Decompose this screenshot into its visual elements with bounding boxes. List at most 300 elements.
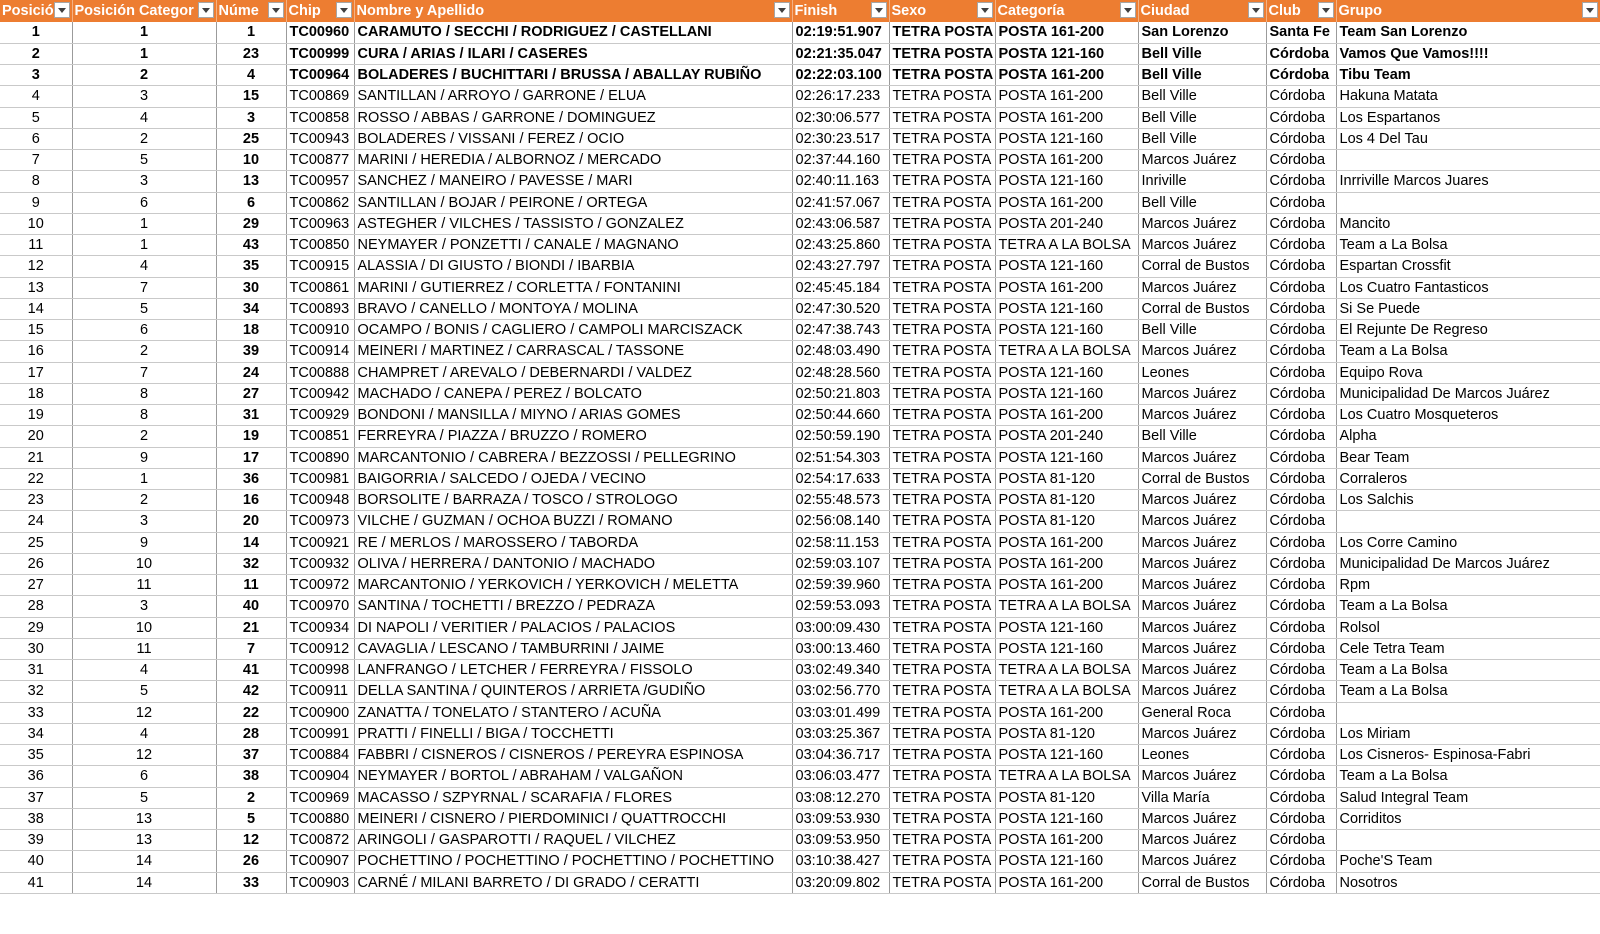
cell-position[interactable]: 14 [0,298,72,319]
cell-group[interactable]: Corriditos [1336,808,1600,829]
table-row[interactable] [0,107,1600,128]
cell-group[interactable]: Inrriville Marcos Juares [1336,171,1600,192]
cell-name[interactable]: DELLA SANTINA / QUINTEROS / ARRIETA /GUDIÑO [354,681,792,702]
cell-number[interactable]: 38 [216,766,286,787]
cell-category[interactable]: POSTA 121-160 [995,638,1138,659]
table-row[interactable] [0,405,1600,426]
cell-category[interactable]: POSTA 201-240 [995,426,1138,447]
table-row[interactable] [0,171,1600,192]
cell-sex[interactable]: TETRA POSTA [889,660,995,681]
cell-position[interactable]: 32 [0,681,72,702]
table-row[interactable] [0,383,1600,404]
cell-category-position[interactable]: 13 [72,830,216,851]
cell-number[interactable]: 16 [216,490,286,511]
cell-city[interactable]: Corral de Bustos [1138,256,1266,277]
cell-chip[interactable]: TC00884 [286,745,354,766]
cell-chip[interactable]: TC00888 [286,362,354,383]
cell-group[interactable]: Los Miriam [1336,723,1600,744]
cell-position[interactable]: 36 [0,766,72,787]
cell-chip[interactable]: TC00973 [286,511,354,532]
cell-name[interactable]: RE / MERLOS / MAROSSERO / TABORDA [354,532,792,553]
cell-club[interactable]: Córdoba [1266,638,1336,659]
cell-position[interactable]: 13 [0,277,72,298]
column-header-name[interactable] [354,0,792,22]
cell-category[interactable]: POSTA 121-160 [995,851,1138,872]
cell-category[interactable]: POSTA 81-120 [995,468,1138,489]
cell-number[interactable]: 40 [216,596,286,617]
cell-chip[interactable]: TC00970 [286,596,354,617]
column-header-finish[interactable] [792,0,889,22]
cell-sex[interactable]: TETRA POSTA [889,490,995,511]
cell-city[interactable]: Marcos Juárez [1138,383,1266,404]
cell-position[interactable]: 37 [0,787,72,808]
cell-name[interactable]: DI NAPOLI / VERITIER / PALACIOS / PALACIOS [354,617,792,638]
cell-category[interactable]: POSTA 121-160 [995,617,1138,638]
cell-city[interactable]: Marcos Juárez [1138,213,1266,234]
cell-number[interactable]: 10 [216,150,286,171]
table-row[interactable] [0,787,1600,808]
cell-number[interactable]: 18 [216,320,286,341]
cell-club[interactable]: Córdoba [1266,277,1336,298]
cell-position[interactable]: 7 [0,150,72,171]
cell-position[interactable]: 33 [0,702,72,723]
cell-city[interactable]: Marcos Juárez [1138,723,1266,744]
filter-dropdown-icon[interactable] [1582,2,1598,18]
cell-city[interactable]: Bell Ville [1138,128,1266,149]
cell-chip[interactable]: TC00890 [286,447,354,468]
table-row[interactable] [0,447,1600,468]
cell-category-position[interactable]: 10 [72,553,216,574]
cell-finish[interactable]: 02:21:35.047 [792,43,889,64]
cell-sex[interactable]: TETRA POSTA [889,235,995,256]
cell-name[interactable]: SANTINA / TOCHETTI / BREZZO / PEDRAZA [354,596,792,617]
cell-group[interactable]: Hakuna Matata [1336,86,1600,107]
cell-number[interactable]: 35 [216,256,286,277]
cell-position[interactable]: 39 [0,830,72,851]
cell-category-position[interactable]: 4 [72,107,216,128]
cell-city[interactable]: Leones [1138,362,1266,383]
cell-category[interactable]: POSTA 121-160 [995,745,1138,766]
cell-finish[interactable]: 02:50:59.190 [792,426,889,447]
cell-category[interactable]: TETRA A LA BOLSA [995,341,1138,362]
cell-category[interactable]: POSTA 121-160 [995,171,1138,192]
cell-group[interactable]: Vamos Que Vamos!!!! [1336,43,1600,64]
cell-finish[interactable]: 03:20:09.802 [792,872,889,893]
cell-chip[interactable]: TC00850 [286,235,354,256]
cell-city[interactable]: Marcos Juárez [1138,681,1266,702]
cell-finish[interactable]: 03:09:53.930 [792,808,889,829]
column-header-chip[interactable] [286,0,354,22]
column-header-number[interactable] [216,0,286,22]
cell-sex[interactable]: TETRA POSTA [889,405,995,426]
cell-finish[interactable]: 02:59:39.960 [792,575,889,596]
cell-name[interactable]: MACASSO / SZPYRNAL / SCARAFIA / FLORES [354,787,792,808]
cell-city[interactable]: Marcos Juárez [1138,490,1266,511]
cell-finish[interactable]: 02:48:03.490 [792,341,889,362]
cell-finish[interactable]: 02:40:11.163 [792,171,889,192]
cell-group[interactable]: Equipo Rova [1336,362,1600,383]
cell-finish[interactable]: 02:41:57.067 [792,192,889,213]
cell-name[interactable]: MEINERI / CISNERO / PIERDOMINICI / QUATTROCCHI [354,808,792,829]
cell-club[interactable]: Córdoba [1266,128,1336,149]
cell-position[interactable]: 26 [0,553,72,574]
filter-dropdown-icon[interactable] [336,2,352,18]
cell-group[interactable]: Los Salchis [1336,490,1600,511]
cell-chip[interactable]: TC00880 [286,808,354,829]
cell-name[interactable]: MARCANTONIO / YERKOVICH / YERKOVICH / MELETTA [354,575,792,596]
cell-category-position[interactable]: 5 [72,150,216,171]
cell-category-position[interactable]: 3 [72,86,216,107]
cell-name[interactable]: MEINERI / MARTINEZ / CARRASCAL / TASSONE [354,341,792,362]
cell-club[interactable]: Córdoba [1266,872,1336,893]
cell-position[interactable]: 22 [0,468,72,489]
cell-club[interactable]: Córdoba [1266,341,1336,362]
cell-finish[interactable]: 03:06:03.477 [792,766,889,787]
cell-club[interactable]: Córdoba [1266,745,1336,766]
cell-city[interactable]: General Roca [1138,702,1266,723]
cell-number[interactable]: 6 [216,192,286,213]
cell-city[interactable]: Marcos Juárez [1138,277,1266,298]
table-row[interactable] [0,660,1600,681]
cell-sex[interactable]: TETRA POSTA [889,596,995,617]
cell-sex[interactable]: TETRA POSTA [889,511,995,532]
table-row[interactable] [0,86,1600,107]
cell-group[interactable] [1336,511,1600,532]
column-header-club[interactable] [1266,0,1336,22]
cell-finish[interactable]: 03:02:56.770 [792,681,889,702]
cell-category-position[interactable]: 1 [72,468,216,489]
cell-group[interactable]: Team a La Bolsa [1336,681,1600,702]
cell-chip[interactable]: TC00960 [286,22,354,43]
cell-finish[interactable]: 02:30:23.517 [792,128,889,149]
cell-chip[interactable]: TC00900 [286,702,354,723]
cell-sex[interactable]: TETRA POSTA [889,851,995,872]
cell-position[interactable]: 35 [0,745,72,766]
table-row[interactable] [0,553,1600,574]
cell-category[interactable]: POSTA 161-200 [995,532,1138,553]
cell-finish[interactable]: 02:19:51.907 [792,22,889,43]
filter-dropdown-icon[interactable] [977,2,993,18]
cell-number[interactable]: 20 [216,511,286,532]
cell-chip[interactable]: TC00862 [286,192,354,213]
cell-finish[interactable]: 02:26:17.233 [792,86,889,107]
cell-city[interactable]: Marcos Juárez [1138,851,1266,872]
cell-category-position[interactable]: 5 [72,787,216,808]
cell-sex[interactable]: TETRA POSTA [889,872,995,893]
filter-dropdown-icon[interactable] [268,2,284,18]
cell-position[interactable]: 2 [0,43,72,64]
cell-club[interactable]: Córdoba [1266,362,1336,383]
cell-number[interactable]: 42 [216,681,286,702]
cell-finish[interactable]: 02:58:11.153 [792,532,889,553]
cell-group[interactable]: Team a La Bolsa [1336,660,1600,681]
cell-chip[interactable]: TC00998 [286,660,354,681]
cell-group[interactable]: Team a La Bolsa [1336,235,1600,256]
cell-finish[interactable]: 02:51:54.303 [792,447,889,468]
cell-group[interactable]: Los 4 Del Tau [1336,128,1600,149]
cell-category[interactable]: POSTA 81-120 [995,787,1138,808]
cell-chip[interactable]: TC00872 [286,830,354,851]
cell-category[interactable]: POSTA 161-200 [995,107,1138,128]
cell-finish[interactable]: 03:04:36.717 [792,745,889,766]
cell-chip[interactable]: TC00907 [286,851,354,872]
cell-category-position[interactable]: 5 [72,681,216,702]
cell-category-position[interactable]: 2 [72,65,216,86]
cell-chip[interactable]: TC00911 [286,681,354,702]
table-row[interactable] [0,277,1600,298]
table-row[interactable] [0,702,1600,723]
cell-name[interactable]: ZANATTA / TONELATO / STANTERO / ACUÑA [354,702,792,723]
cell-name[interactable]: SANTILLAN / ARROYO / GARRONE / ELUA [354,86,792,107]
cell-category-position[interactable]: 4 [72,660,216,681]
cell-city[interactable]: Marcos Juárez [1138,638,1266,659]
cell-finish[interactable]: 02:59:03.107 [792,553,889,574]
column-header-category[interactable] [995,0,1138,22]
cell-name[interactable]: BONDONI / MANSILLA / MIYNO / ARIAS GOMES [354,405,792,426]
table-row[interactable] [0,808,1600,829]
cell-group[interactable]: Alpha [1336,426,1600,447]
cell-number[interactable]: 7 [216,638,286,659]
cell-number[interactable]: 39 [216,341,286,362]
cell-sex[interactable]: TETRA POSTA [889,702,995,723]
column-header-group[interactable] [1336,0,1600,22]
cell-number[interactable]: 21 [216,617,286,638]
filter-dropdown-icon[interactable] [1248,2,1264,18]
cell-group[interactable]: Rolsol [1336,617,1600,638]
cell-sex[interactable]: TETRA POSTA [889,808,995,829]
cell-sex[interactable]: TETRA POSTA [889,86,995,107]
cell-position[interactable]: 11 [0,235,72,256]
cell-position[interactable]: 4 [0,86,72,107]
cell-chip[interactable]: TC00904 [286,766,354,787]
cell-city[interactable]: Corral de Bustos [1138,468,1266,489]
cell-number[interactable]: 41 [216,660,286,681]
cell-chip[interactable]: TC00912 [286,638,354,659]
cell-name[interactable]: CHAMPRET / AREVALO / DEBERNARDI / VALDEZ [354,362,792,383]
filter-dropdown-icon[interactable] [774,2,790,18]
cell-city[interactable]: Marcos Juárez [1138,532,1266,553]
cell-category[interactable]: POSTA 161-200 [995,575,1138,596]
cell-name[interactable]: BOLADERES / BUCHITTARI / BRUSSA / ABALLAY RUBIÑO [354,65,792,86]
cell-position[interactable]: 31 [0,660,72,681]
cell-sex[interactable]: TETRA POSTA [889,128,995,149]
cell-number[interactable]: 36 [216,468,286,489]
cell-finish[interactable]: 02:30:06.577 [792,107,889,128]
cell-number[interactable]: 32 [216,553,286,574]
cell-club[interactable]: Córdoba [1266,192,1336,213]
cell-group[interactable]: Salud Integral Team [1336,787,1600,808]
table-row[interactable] [0,872,1600,893]
cell-group[interactable]: El Rejunte De Regreso [1336,320,1600,341]
cell-group[interactable] [1336,830,1600,851]
table-row[interactable] [0,490,1600,511]
cell-group[interactable]: Tibu Team [1336,65,1600,86]
column-header-category-position[interactable] [72,0,216,22]
cell-position[interactable]: 6 [0,128,72,149]
cell-finish[interactable]: 02:50:44.660 [792,405,889,426]
cell-group[interactable]: Los Cuatro Fantasticos [1336,277,1600,298]
cell-number[interactable]: 23 [216,43,286,64]
table-row[interactable] [0,362,1600,383]
cell-sex[interactable]: TETRA POSTA [889,745,995,766]
cell-club[interactable]: Córdoba [1266,447,1336,468]
cell-club[interactable]: Córdoba [1266,86,1336,107]
cell-name[interactable]: MACHADO / CANEPA / PEREZ / BOLCATO [354,383,792,404]
cell-name[interactable]: OCAMPO / BONIS / CAGLIERO / CAMPOLI MARCISZACK [354,320,792,341]
cell-chip[interactable]: TC00957 [286,171,354,192]
cell-chip[interactable]: TC00981 [286,468,354,489]
cell-group[interactable]: Si Se Puede [1336,298,1600,319]
cell-category[interactable]: POSTA 161-200 [995,872,1138,893]
cell-club[interactable]: Córdoba [1266,235,1336,256]
cell-name[interactable]: BOLADERES / VISSANI / FEREZ / OCIO [354,128,792,149]
cell-number[interactable]: 43 [216,235,286,256]
cell-club[interactable]: Córdoba [1266,150,1336,171]
cell-group[interactable]: Municipalidad De Marcos Juárez [1336,553,1600,574]
table-row[interactable] [0,468,1600,489]
cell-group[interactable]: Bear Team [1336,447,1600,468]
cell-name[interactable]: CAVAGLIA / LESCANO / TAMBURRINI / JAIME [354,638,792,659]
cell-city[interactable]: Marcos Juárez [1138,830,1266,851]
cell-name[interactable]: CARNÉ / MILANI BARRETO / DI GRADO / CERATTI [354,872,792,893]
cell-number[interactable]: 34 [216,298,286,319]
cell-chip[interactable]: TC00877 [286,150,354,171]
cell-number[interactable]: 27 [216,383,286,404]
cell-name[interactable]: BRAVO / CANELLO / MONTOYA / MOLINA [354,298,792,319]
cell-category[interactable]: POSTA 121-160 [995,43,1138,64]
cell-finish[interactable]: 02:22:03.100 [792,65,889,86]
cell-city[interactable]: Marcos Juárez [1138,235,1266,256]
cell-name[interactable]: OLIVA / HERRERA / DANTONIO / MACHADO [354,553,792,574]
cell-name[interactable]: ROSSO / ABBAS / GARRONE / DOMINGUEZ [354,107,792,128]
cell-city[interactable]: Bell Ville [1138,192,1266,213]
cell-club[interactable]: Córdoba [1266,468,1336,489]
cell-club[interactable]: Córdoba [1266,532,1336,553]
cell-number[interactable]: 14 [216,532,286,553]
cell-club[interactable]: Córdoba [1266,320,1336,341]
cell-category-position[interactable]: 1 [72,235,216,256]
cell-category[interactable]: TETRA A LA BOLSA [995,596,1138,617]
cell-chip[interactable]: TC00869 [286,86,354,107]
cell-finish[interactable]: 02:48:28.560 [792,362,889,383]
cell-group[interactable] [1336,192,1600,213]
cell-sex[interactable]: TETRA POSTA [889,447,995,468]
cell-category[interactable]: POSTA 121-160 [995,256,1138,277]
cell-group[interactable]: Rpm [1336,575,1600,596]
cell-name[interactable]: ASTEGHER / VILCHES / TASSISTO / GONZALEZ [354,213,792,234]
cell-city[interactable]: Marcos Juárez [1138,553,1266,574]
cell-category-position[interactable]: 4 [72,256,216,277]
cell-number[interactable]: 12 [216,830,286,851]
cell-sex[interactable]: TETRA POSTA [889,320,995,341]
cell-position[interactable]: 15 [0,320,72,341]
cell-club[interactable]: Córdoba [1266,766,1336,787]
table-row[interactable] [0,256,1600,277]
cell-category-position[interactable]: 2 [72,490,216,511]
cell-sex[interactable]: TETRA POSTA [889,192,995,213]
cell-position[interactable]: 21 [0,447,72,468]
cell-finish[interactable]: 02:50:21.803 [792,383,889,404]
cell-group[interactable]: Poche'S Team [1336,851,1600,872]
cell-club[interactable]: Córdoba [1266,723,1336,744]
table-row[interactable] [0,235,1600,256]
cell-category[interactable]: POSTA 121-160 [995,320,1138,341]
cell-category-position[interactable]: 11 [72,575,216,596]
cell-chip[interactable]: TC00964 [286,65,354,86]
cell-category-position[interactable]: 12 [72,745,216,766]
cell-club[interactable]: Córdoba [1266,660,1336,681]
cell-name[interactable]: NEYMAYER / BORTOL / ABRAHAM / VALGAÑON [354,766,792,787]
cell-category[interactable]: TETRA A LA BOLSA [995,235,1138,256]
cell-city[interactable]: Marcos Juárez [1138,405,1266,426]
cell-city[interactable]: Villa María [1138,787,1266,808]
cell-name[interactable]: NEYMAYER / PONZETTI / CANALE / MAGNANO [354,235,792,256]
cell-name[interactable]: CURA / ARIAS / ILARI / CASERES [354,43,792,64]
cell-city[interactable]: Bell Ville [1138,320,1266,341]
cell-category[interactable]: POSTA 161-200 [995,277,1138,298]
cell-club[interactable]: Córdoba [1266,787,1336,808]
cell-category[interactable]: POSTA 121-160 [995,298,1138,319]
cell-club[interactable]: Córdoba [1266,256,1336,277]
cell-group[interactable] [1336,702,1600,723]
cell-number[interactable]: 31 [216,405,286,426]
column-header-city[interactable] [1138,0,1266,22]
cell-sex[interactable]: TETRA POSTA [889,830,995,851]
cell-category-position[interactable]: 6 [72,766,216,787]
cell-category[interactable]: POSTA 161-200 [995,553,1138,574]
cell-club[interactable]: Córdoba [1266,702,1336,723]
cell-position[interactable]: 1 [0,22,72,43]
table-row[interactable] [0,192,1600,213]
column-header-position[interactable] [0,0,72,22]
cell-name[interactable]: PRATTI / FINELLI / BIGA / TOCCHETTI [354,723,792,744]
cell-city[interactable]: Marcos Juárez [1138,447,1266,468]
table-row[interactable] [0,150,1600,171]
cell-position[interactable]: 40 [0,851,72,872]
cell-finish[interactable]: 02:59:53.093 [792,596,889,617]
cell-club[interactable]: Córdoba [1266,511,1336,532]
cell-city[interactable]: San Lorenzo [1138,22,1266,43]
cell-position[interactable]: 12 [0,256,72,277]
cell-sex[interactable]: TETRA POSTA [889,723,995,744]
cell-club[interactable]: Córdoba [1266,65,1336,86]
cell-group[interactable]: Team San Lorenzo [1336,22,1600,43]
cell-category-position[interactable]: 3 [72,511,216,532]
cell-chip[interactable]: TC00858 [286,107,354,128]
cell-chip[interactable]: TC00910 [286,320,354,341]
cell-position[interactable]: 18 [0,383,72,404]
cell-chip[interactable]: TC00914 [286,341,354,362]
cell-chip[interactable]: TC00921 [286,532,354,553]
cell-category-position[interactable]: 1 [72,43,216,64]
cell-city[interactable]: Corral de Bustos [1138,298,1266,319]
cell-category[interactable]: POSTA 161-200 [995,150,1138,171]
table-row[interactable] [0,575,1600,596]
cell-number[interactable]: 2 [216,787,286,808]
cell-chip[interactable]: TC00893 [286,298,354,319]
cell-chip[interactable]: TC00969 [286,787,354,808]
cell-name[interactable]: BORSOLITE / BARRAZA / TOSCO / STROLOGO [354,490,792,511]
cell-number[interactable]: 1 [216,22,286,43]
cell-sex[interactable]: TETRA POSTA [889,298,995,319]
cell-group[interactable]: Municipalidad De Marcos Juárez [1336,383,1600,404]
cell-category-position[interactable]: 8 [72,383,216,404]
table-row[interactable] [0,511,1600,532]
cell-sex[interactable]: TETRA POSTA [889,532,995,553]
cell-number[interactable]: 11 [216,575,286,596]
cell-sex[interactable]: TETRA POSTA [889,426,995,447]
cell-name[interactable]: MARINI / HEREDIA / ALBORNOZ / MERCADO [354,150,792,171]
